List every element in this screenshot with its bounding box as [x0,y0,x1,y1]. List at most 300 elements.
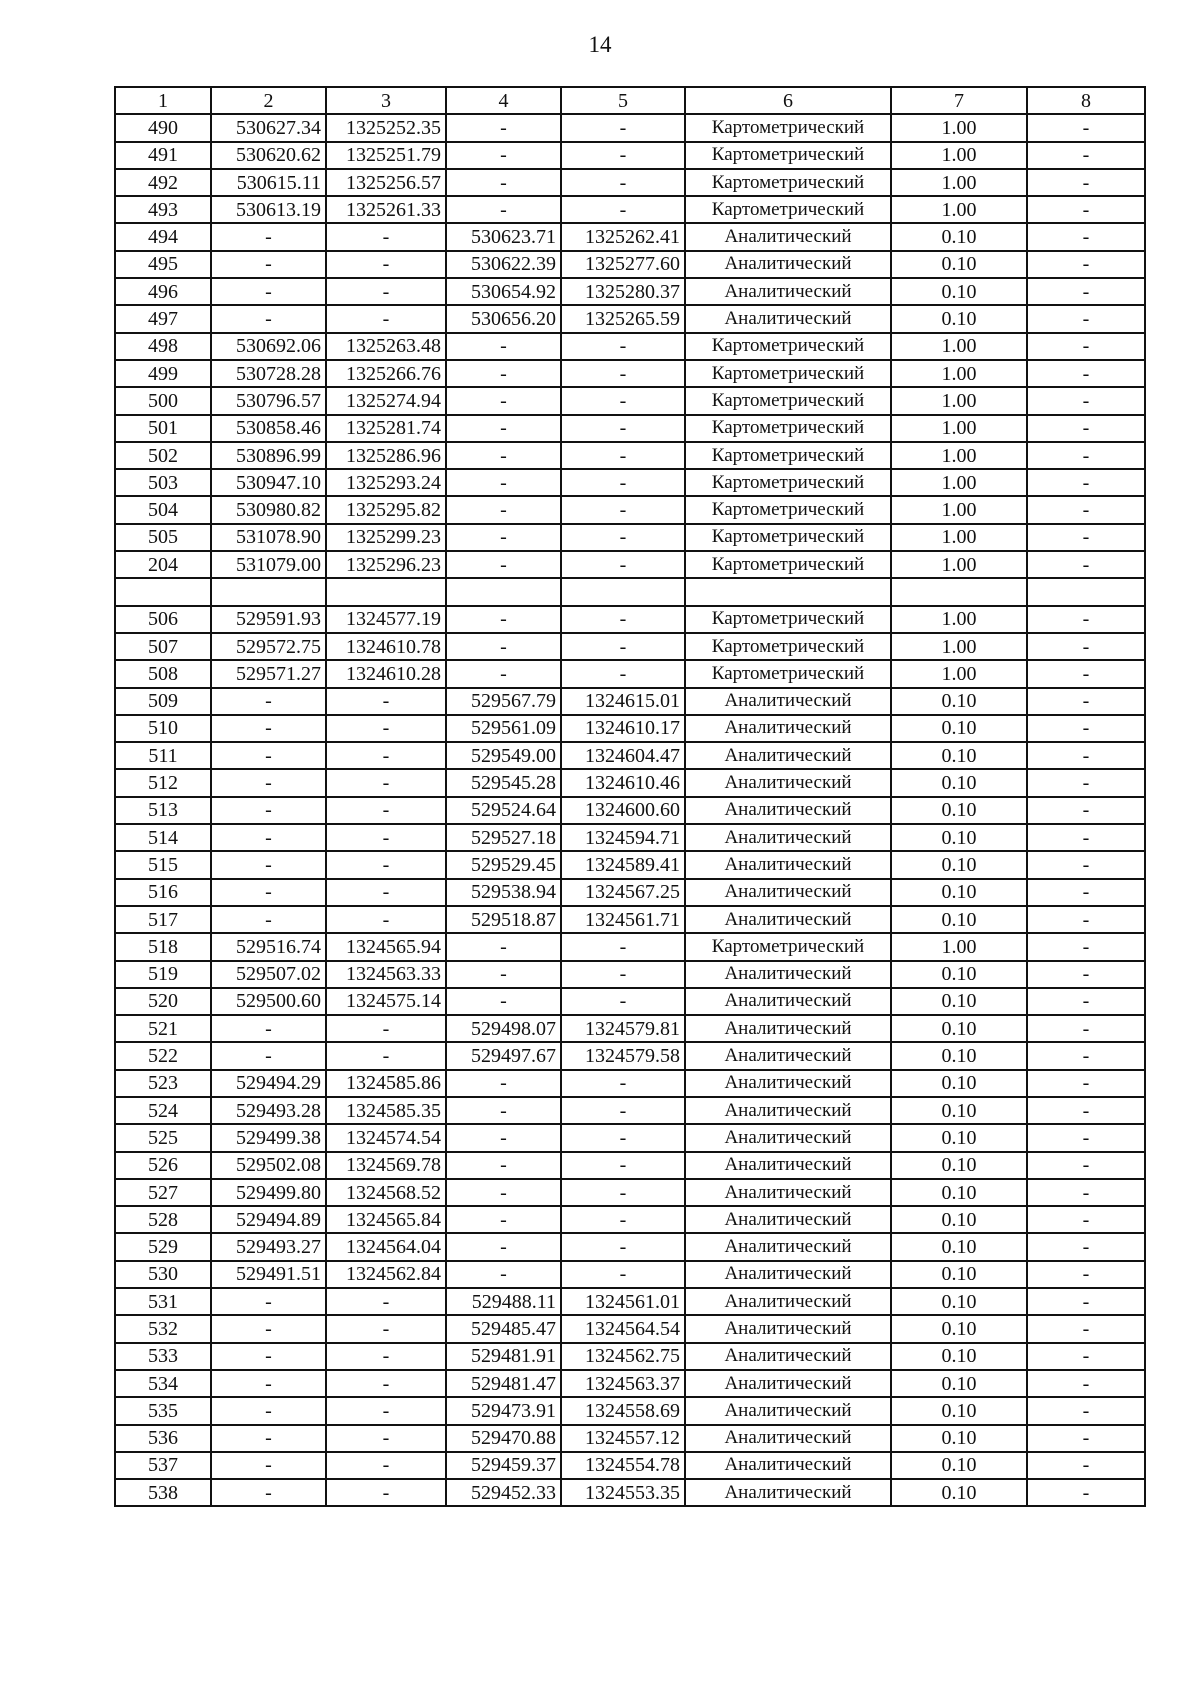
y-coord-cell: - [326,1452,446,1479]
y-coord-cell: 1324565.84 [326,1206,446,1233]
x-coord-alt-cell: - [446,496,561,523]
accuracy-cell: 1.00 [891,933,1027,960]
y-coord-alt-cell: 1324561.01 [561,1288,685,1315]
note-cell: - [1027,524,1145,551]
y-coord-cell: - [326,1425,446,1452]
x-coord-alt-cell: - [446,360,561,387]
table-row [115,633,1145,660]
y-coord-alt-cell: 1325265.59 [561,305,685,332]
x-coord-alt-cell: - [446,933,561,960]
y-coord-alt-cell: - [561,606,685,633]
table-row [115,1315,1145,1342]
method-cell: Картометрический [685,496,891,523]
y-coord-alt-cell: 1324600.60 [561,797,685,824]
y-coord-cell: 1325261.33 [326,196,446,223]
method-cell: Аналитический [685,851,891,878]
x-coord-alt-cell: 529527.18 [446,824,561,851]
method-cell: Аналитический [685,769,891,796]
y-coord-cell: 1324574.54 [326,1124,446,1151]
y-coord-cell: 1324610.78 [326,633,446,660]
y-coord-alt-cell: 1324563.37 [561,1370,685,1397]
note-cell: - [1027,606,1145,633]
y-coord-alt-cell: 1324579.81 [561,1015,685,1042]
table-row [115,1479,1145,1506]
point-number-cell: 517 [115,906,211,933]
method-cell: Аналитический [685,1206,891,1233]
table-row [115,196,1145,223]
x-coord-alt-cell [446,578,561,605]
y-coord-alt-cell: 1325277.60 [561,251,685,278]
x-coord-cell: - [211,797,326,824]
point-number-cell: 513 [115,797,211,824]
x-coord-alt-cell: - [446,415,561,442]
table-row [115,1233,1145,1260]
accuracy-cell: 0.10 [891,1015,1027,1042]
method-cell: Аналитический [685,1315,891,1342]
x-coord-alt-cell: 529459.37 [446,1452,561,1479]
y-coord-cell: - [326,1370,446,1397]
table-row [115,1015,1145,1042]
accuracy-cell: 1.00 [891,114,1027,141]
note-cell: - [1027,797,1145,824]
x-coord-cell: - [211,251,326,278]
x-coord-cell: - [211,278,326,305]
note-cell: - [1027,933,1145,960]
y-coord-alt-cell: - [561,933,685,960]
y-coord-cell: 1324565.94 [326,933,446,960]
table-row [115,988,1145,1015]
point-number-cell: 492 [115,169,211,196]
x-coord-cell: - [211,879,326,906]
x-coord-cell: 529507.02 [211,961,326,988]
point-number-cell: 497 [115,305,211,332]
y-coord-alt-cell: 1324561.71 [561,906,685,933]
y-coord-alt-cell: 1324557.12 [561,1425,685,1452]
table-row [115,251,1145,278]
y-coord-cell: 1325286.96 [326,442,446,469]
x-coord-alt-cell: 529470.88 [446,1425,561,1452]
accuracy-cell: 1.00 [891,551,1027,578]
method-cell: Аналитический [685,824,891,851]
note-cell: - [1027,1261,1145,1288]
method-cell: Картометрический [685,524,891,551]
x-coord-cell: 529500.60 [211,988,326,1015]
accuracy-cell: 0.10 [891,1261,1027,1288]
note-cell: - [1027,251,1145,278]
note-cell: - [1027,988,1145,1015]
x-coord-cell: 529499.38 [211,1124,326,1151]
x-coord-alt-cell: - [446,606,561,633]
x-coord-cell: - [211,1015,326,1042]
y-coord-alt-cell: - [561,1097,685,1124]
x-coord-cell: - [211,223,326,250]
accuracy-cell: 0.10 [891,742,1027,769]
x-coord-cell: 531079.00 [211,551,326,578]
x-coord-alt-cell: 529498.07 [446,1015,561,1042]
header-cell: 3 [326,87,446,114]
point-number-cell: 507 [115,633,211,660]
table-row [115,961,1145,988]
y-coord-alt-cell: - [561,1233,685,1260]
x-coord-alt-cell: 529538.94 [446,879,561,906]
y-coord-alt-cell: - [561,633,685,660]
note-cell: - [1027,305,1145,332]
header-cell: 4 [446,87,561,114]
point-number-cell: 519 [115,961,211,988]
y-coord-alt-cell: 1324554.78 [561,1452,685,1479]
y-coord-cell: - [326,1397,446,1424]
x-coord-alt-cell: 529481.91 [446,1343,561,1370]
y-coord-alt-cell: - [561,442,685,469]
y-coord-cell: 1325274.94 [326,387,446,414]
method-cell: Аналитический [685,1124,891,1151]
table-row [115,933,1145,960]
y-coord-cell: 1325256.57 [326,169,446,196]
y-coord-alt-cell: - [561,142,685,169]
x-coord-cell: - [211,1452,326,1479]
accuracy-cell: 0.10 [891,961,1027,988]
accuracy-cell: 1.00 [891,524,1027,551]
table-row [115,387,1145,414]
note-cell: - [1027,1288,1145,1315]
y-coord-cell: - [326,797,446,824]
y-coord-alt-cell: - [561,1070,685,1097]
table-row [115,223,1145,250]
method-cell: Картометрический [685,333,891,360]
point-number-cell: 518 [115,933,211,960]
y-coord-cell: 1325296.23 [326,551,446,578]
point-number-cell: 494 [115,223,211,250]
point-number-cell: 508 [115,660,211,687]
y-coord-cell: - [326,223,446,250]
accuracy-cell: 0.10 [891,879,1027,906]
accuracy-cell: 0.10 [891,1233,1027,1260]
x-coord-alt-cell: 530623.71 [446,223,561,250]
x-coord-cell: - [211,769,326,796]
y-coord-cell: - [326,1479,446,1506]
table-row [115,442,1145,469]
y-coord-alt-cell: 1325280.37 [561,278,685,305]
point-number-cell: 530 [115,1261,211,1288]
y-coord-cell: - [326,1288,446,1315]
point-number-cell: 531 [115,1288,211,1315]
point-number-cell: 528 [115,1206,211,1233]
y-coord-cell: 1324563.33 [326,961,446,988]
point-number-cell: 510 [115,715,211,742]
y-coord-alt-cell: 1324615.01 [561,688,685,715]
x-coord-alt-cell: - [446,660,561,687]
x-coord-cell: 529502.08 [211,1152,326,1179]
x-coord-alt-cell: 529549.00 [446,742,561,769]
table-row [115,169,1145,196]
x-coord-alt-cell: 529452.33 [446,1479,561,1506]
accuracy-cell: 0.10 [891,1315,1027,1342]
accuracy-cell: 0.10 [891,1343,1027,1370]
method-cell: Картометрический [685,387,891,414]
y-coord-alt-cell: - [561,360,685,387]
method-cell: Аналитический [685,797,891,824]
x-coord-alt-cell: - [446,633,561,660]
x-coord-cell: 529499.80 [211,1179,326,1206]
note-cell: - [1027,1343,1145,1370]
point-number-cell: 502 [115,442,211,469]
y-coord-alt-cell: - [561,415,685,442]
table-row [115,715,1145,742]
y-coord-alt-cell: 1324579.58 [561,1042,685,1069]
y-coord-alt-cell: - [561,469,685,496]
y-coord-cell: - [326,1315,446,1342]
x-coord-cell: - [211,1397,326,1424]
table-row [115,1425,1145,1452]
header-cell: 7 [891,87,1027,114]
point-number-cell: 490 [115,114,211,141]
point-number-cell: 505 [115,524,211,551]
note-cell: - [1027,469,1145,496]
note-cell: - [1027,1452,1145,1479]
point-number-cell [115,578,211,605]
y-coord-cell: 1325281.74 [326,415,446,442]
y-coord-alt-cell: 1324589.41 [561,851,685,878]
note-cell: - [1027,660,1145,687]
note-cell: - [1027,278,1145,305]
accuracy-cell: 0.10 [891,906,1027,933]
y-coord-cell: 1324610.28 [326,660,446,687]
x-coord-cell: - [211,1315,326,1342]
x-coord-alt-cell: 529561.09 [446,715,561,742]
note-cell: - [1027,415,1145,442]
point-number-cell: 526 [115,1152,211,1179]
point-number-cell: 536 [115,1425,211,1452]
method-cell: Аналитический [685,1452,891,1479]
y-coord-alt-cell: 1324558.69 [561,1397,685,1424]
note-cell: - [1027,1124,1145,1151]
y-coord-cell: - [326,715,446,742]
y-coord-alt-cell: 1324564.54 [561,1315,685,1342]
y-coord-cell: - [326,742,446,769]
y-coord-cell: 1324585.35 [326,1097,446,1124]
note-cell: - [1027,851,1145,878]
point-number-cell: 506 [115,606,211,633]
note-cell: - [1027,633,1145,660]
table-row [115,824,1145,851]
accuracy-cell: 0.10 [891,1070,1027,1097]
note-cell: - [1027,1070,1145,1097]
accuracy-cell: 0.10 [891,251,1027,278]
table-row [115,1370,1145,1397]
accuracy-cell: 0.10 [891,1479,1027,1506]
table-row [115,1288,1145,1315]
note-cell: - [1027,551,1145,578]
y-coord-cell: - [326,1343,446,1370]
x-coord-alt-cell: 529485.47 [446,1315,561,1342]
table-row [115,688,1145,715]
x-coord-cell: 531078.90 [211,524,326,551]
y-coord-cell [326,578,446,605]
x-coord-cell: - [211,1042,326,1069]
note-cell: - [1027,1042,1145,1069]
accuracy-cell: 1.00 [891,633,1027,660]
y-coord-alt-cell: 1324562.75 [561,1343,685,1370]
x-coord-alt-cell: 529488.11 [446,1288,561,1315]
accuracy-cell: 1.00 [891,442,1027,469]
point-number-cell: 495 [115,251,211,278]
note-cell: - [1027,906,1145,933]
y-coord-alt-cell: - [561,1179,685,1206]
x-coord-cell: 529494.29 [211,1070,326,1097]
accuracy-cell: 1.00 [891,169,1027,196]
method-cell: Картометрический [685,360,891,387]
y-coord-cell: - [326,769,446,796]
accuracy-cell: 1.00 [891,496,1027,523]
note-cell: - [1027,688,1145,715]
y-coord-alt-cell: - [561,1261,685,1288]
note-cell: - [1027,442,1145,469]
x-coord-cell: - [211,688,326,715]
method-cell: Аналитический [685,251,891,278]
table-row [115,1070,1145,1097]
accuracy-cell: 1.00 [891,660,1027,687]
table-row [115,851,1145,878]
y-coord-cell: 1325295.82 [326,496,446,523]
y-coord-alt-cell: 1324610.17 [561,715,685,742]
method-cell: Аналитический [685,1015,891,1042]
y-coord-alt-cell: - [561,551,685,578]
table-row [115,1179,1145,1206]
accuracy-cell: 0.10 [891,824,1027,851]
point-number-cell: 534 [115,1370,211,1397]
point-number-cell: 529 [115,1233,211,1260]
accuracy-cell: 0.10 [891,715,1027,742]
y-coord-alt-cell: - [561,114,685,141]
x-coord-cell: 530896.99 [211,442,326,469]
note-cell: - [1027,1233,1145,1260]
table-row [115,1452,1145,1479]
note-cell: - [1027,1097,1145,1124]
table-body [115,87,1145,1506]
y-coord-alt-cell: - [561,988,685,1015]
x-coord-alt-cell: 529524.64 [446,797,561,824]
method-cell: Аналитический [685,879,891,906]
y-coord-alt-cell: - [561,524,685,551]
y-coord-cell: - [326,1042,446,1069]
x-coord-cell: 529591.93 [211,606,326,633]
table-row [115,469,1145,496]
method-cell: Картометрический [685,415,891,442]
point-number-cell: 525 [115,1124,211,1151]
x-coord-cell: - [211,1425,326,1452]
accuracy-cell: 0.10 [891,1425,1027,1452]
note-cell: - [1027,360,1145,387]
y-coord-cell: - [326,851,446,878]
accuracy-cell: 1.00 [891,469,1027,496]
note-cell: - [1027,1315,1145,1342]
method-cell: Картометрический [685,442,891,469]
accuracy-cell: 0.10 [891,988,1027,1015]
method-cell: Картометрический [685,551,891,578]
x-coord-cell: - [211,1370,326,1397]
x-coord-alt-cell: - [446,1124,561,1151]
table-row [115,333,1145,360]
x-coord-cell: - [211,851,326,878]
x-coord-alt-cell: - [446,1070,561,1097]
point-number-cell: 493 [115,196,211,223]
table-row [115,606,1145,633]
table-row [115,1042,1145,1069]
y-coord-cell: - [326,278,446,305]
method-cell: Аналитический [685,1397,891,1424]
note-cell: - [1027,1152,1145,1179]
accuracy-cell: 0.10 [891,688,1027,715]
x-coord-cell: 529491.51 [211,1261,326,1288]
point-number-cell: 500 [115,387,211,414]
x-coord-alt-cell: - [446,1261,561,1288]
table-row [115,1124,1145,1151]
accuracy-cell: 1.00 [891,360,1027,387]
point-number-cell: 521 [115,1015,211,1042]
accuracy-cell: 0.10 [891,1152,1027,1179]
note-cell: - [1027,169,1145,196]
header-cell: 6 [685,87,891,114]
method-cell: Аналитический [685,223,891,250]
y-coord-alt-cell: 1324567.25 [561,879,685,906]
method-cell: Картометрический [685,933,891,960]
y-coord-alt-cell: - [561,196,685,223]
table-row [115,305,1145,332]
y-coord-cell: - [326,688,446,715]
x-coord-alt-cell: - [446,551,561,578]
point-number-cell: 522 [115,1042,211,1069]
x-coord-alt-cell: 529473.91 [446,1397,561,1424]
x-coord-alt-cell: - [446,387,561,414]
accuracy-cell: 1.00 [891,333,1027,360]
x-coord-cell: 529572.75 [211,633,326,660]
table-row [115,142,1145,169]
table-row [115,415,1145,442]
y-coord-alt-cell: - [561,660,685,687]
point-number-cell: 538 [115,1479,211,1506]
point-number-cell: 511 [115,742,211,769]
note-cell: - [1027,196,1145,223]
accuracy-cell: 0.10 [891,305,1027,332]
point-number-cell: 533 [115,1343,211,1370]
x-coord-cell: 529571.27 [211,660,326,687]
x-coord-alt-cell: - [446,169,561,196]
x-coord-cell: 529516.74 [211,933,326,960]
accuracy-cell: 1.00 [891,387,1027,414]
y-coord-cell: 1324562.84 [326,1261,446,1288]
accuracy-cell [891,578,1027,605]
method-cell: Аналитический [685,906,891,933]
y-coord-cell: 1324564.04 [326,1233,446,1260]
y-coord-alt-cell: 1324553.35 [561,1479,685,1506]
x-coord-alt-cell: 530622.39 [446,251,561,278]
table-row [115,879,1145,906]
table-row [115,360,1145,387]
x-coord-cell: 529493.27 [211,1233,326,1260]
y-coord-alt-cell: - [561,387,685,414]
method-cell: Аналитический [685,688,891,715]
note-cell: - [1027,114,1145,141]
method-cell: Картометрический [685,469,891,496]
accuracy-cell: 0.10 [891,1206,1027,1233]
x-coord-cell: - [211,1288,326,1315]
y-coord-cell: 1324569.78 [326,1152,446,1179]
x-coord-alt-cell: - [446,442,561,469]
x-coord-alt-cell: - [446,961,561,988]
y-coord-cell: 1325252.35 [326,114,446,141]
method-cell: Аналитический [685,1179,891,1206]
note-cell: - [1027,1206,1145,1233]
